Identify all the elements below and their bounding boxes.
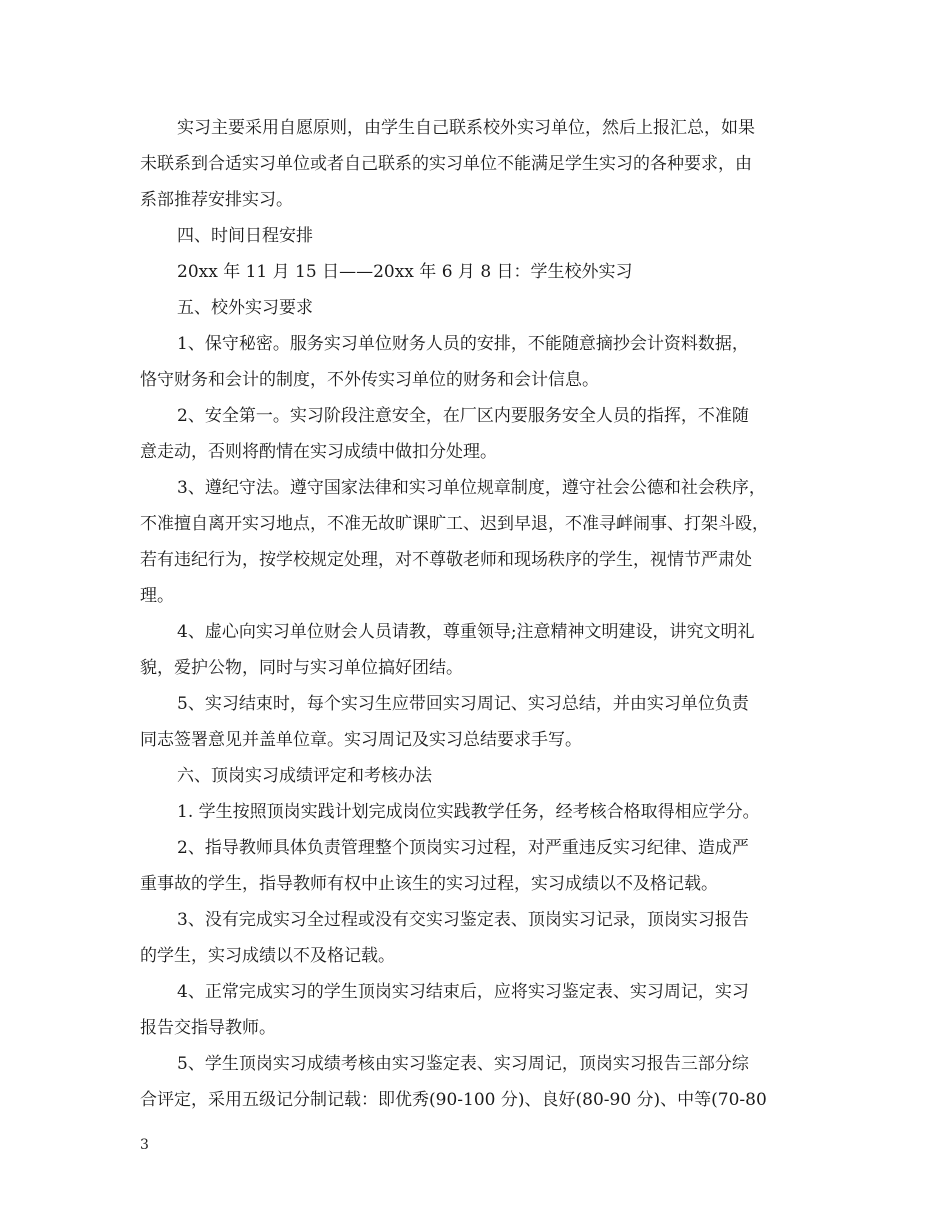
text-line: 4、虚心向实习单位财会人员请教，尊重领导;注意精神文明建设，讲究文明礼 xyxy=(177,622,755,642)
text-line: 理。 xyxy=(140,586,174,606)
text-line: 四、时间日程安排 xyxy=(177,226,313,246)
text-line: 1、保守秘密。服务实习单位财务人员的安排，不能随意摘抄会计资料数据， xyxy=(177,334,749,354)
text-line: 不准擅自离开实习地点，不准无故旷课旷工、迟到早退，不准寻衅闹事、打架斗殴， xyxy=(140,514,769,534)
page-number: 3 xyxy=(140,1137,149,1153)
text-line: 4、正常完成实习的学生顶岗实习结束后，应将实习鉴定表、实习周记，实习 xyxy=(177,982,749,1002)
text-line: 5、实习结束时，每个实习生应带回实习周记、实习总结，并由实习单位负责 xyxy=(177,694,749,714)
text-line: 20xx 年 11 月 15 日——20xx 年 6 月 8 日：学生校外实习 xyxy=(177,262,633,282)
text-line: 报告交指导教师。 xyxy=(140,1018,276,1038)
text-line: 五、校外实习要求 xyxy=(177,298,313,318)
text-line: 若有违纪行为，按学校规定处理，对不尊敬老师和现场秩序的学生，视情节严肃处 xyxy=(140,550,752,570)
text-line: 2、安全第一。实习阶段注意安全，在厂区内要服务安全人员的指挥，不准随 xyxy=(177,406,749,426)
text-line: 实习主要采用自愿原则，由学生自己联系校外实习单位，然后上报汇总，如果 xyxy=(177,118,755,138)
text-line: 意走动，否则将酌情在实习成绩中做扣分处理。 xyxy=(140,442,497,462)
text-line: 恪守财务和会计的制度，不外传实习单位的财务和会计信息。 xyxy=(140,370,599,390)
text-line: 六、顶岗实习成绩评定和考核办法 xyxy=(177,766,432,786)
text-line: 貌，爱护公物，同时与实习单位搞好团结。 xyxy=(140,658,463,678)
text-line: 3、没有完成实习全过程或没有交实习鉴定表、顶岗实习记录，顶岗实习报告 xyxy=(177,910,749,930)
text-line: 重事故的学生，指导教师有权中止该生的实习过程，实习成绩以不及格记载。 xyxy=(140,874,718,894)
text-line: 合评定，采用五级记分制记载：即优秀(90-100 分)、良好(80-90 分)、中等(70-80 xyxy=(140,1090,767,1110)
text-line: 3、遵纪守法。遵守国家法律和实习单位规章制度，遵守社会公德和社会秩序， xyxy=(177,478,766,498)
text-line: 2、指导教师具体负责管理整个顶岗实习过程，对严重违反实习纪律、造成严 xyxy=(177,838,749,858)
text-line: 的学生，实习成绩以不及格记载。 xyxy=(140,946,395,966)
text-line: 5、学生顶岗实习成绩考核由实习鉴定表、实习周记，顶岗实习报告三部分综 xyxy=(177,1054,749,1074)
text-line: 同志签署意见并盖单位章。实习周记及实习总结要求手写。 xyxy=(140,730,582,750)
text-line: 未联系到合适实习单位或者自己联系的实习单位不能满足学生实习的各种要求，由 xyxy=(140,154,752,174)
text-line: 系部推荐安排实习。 xyxy=(140,190,293,210)
document-body xyxy=(140,110,815,1118)
text-line: 1. 学生按照顶岗实践计划完成岗位实践教学任务，经考核合格取得相应学分。 xyxy=(177,802,760,822)
